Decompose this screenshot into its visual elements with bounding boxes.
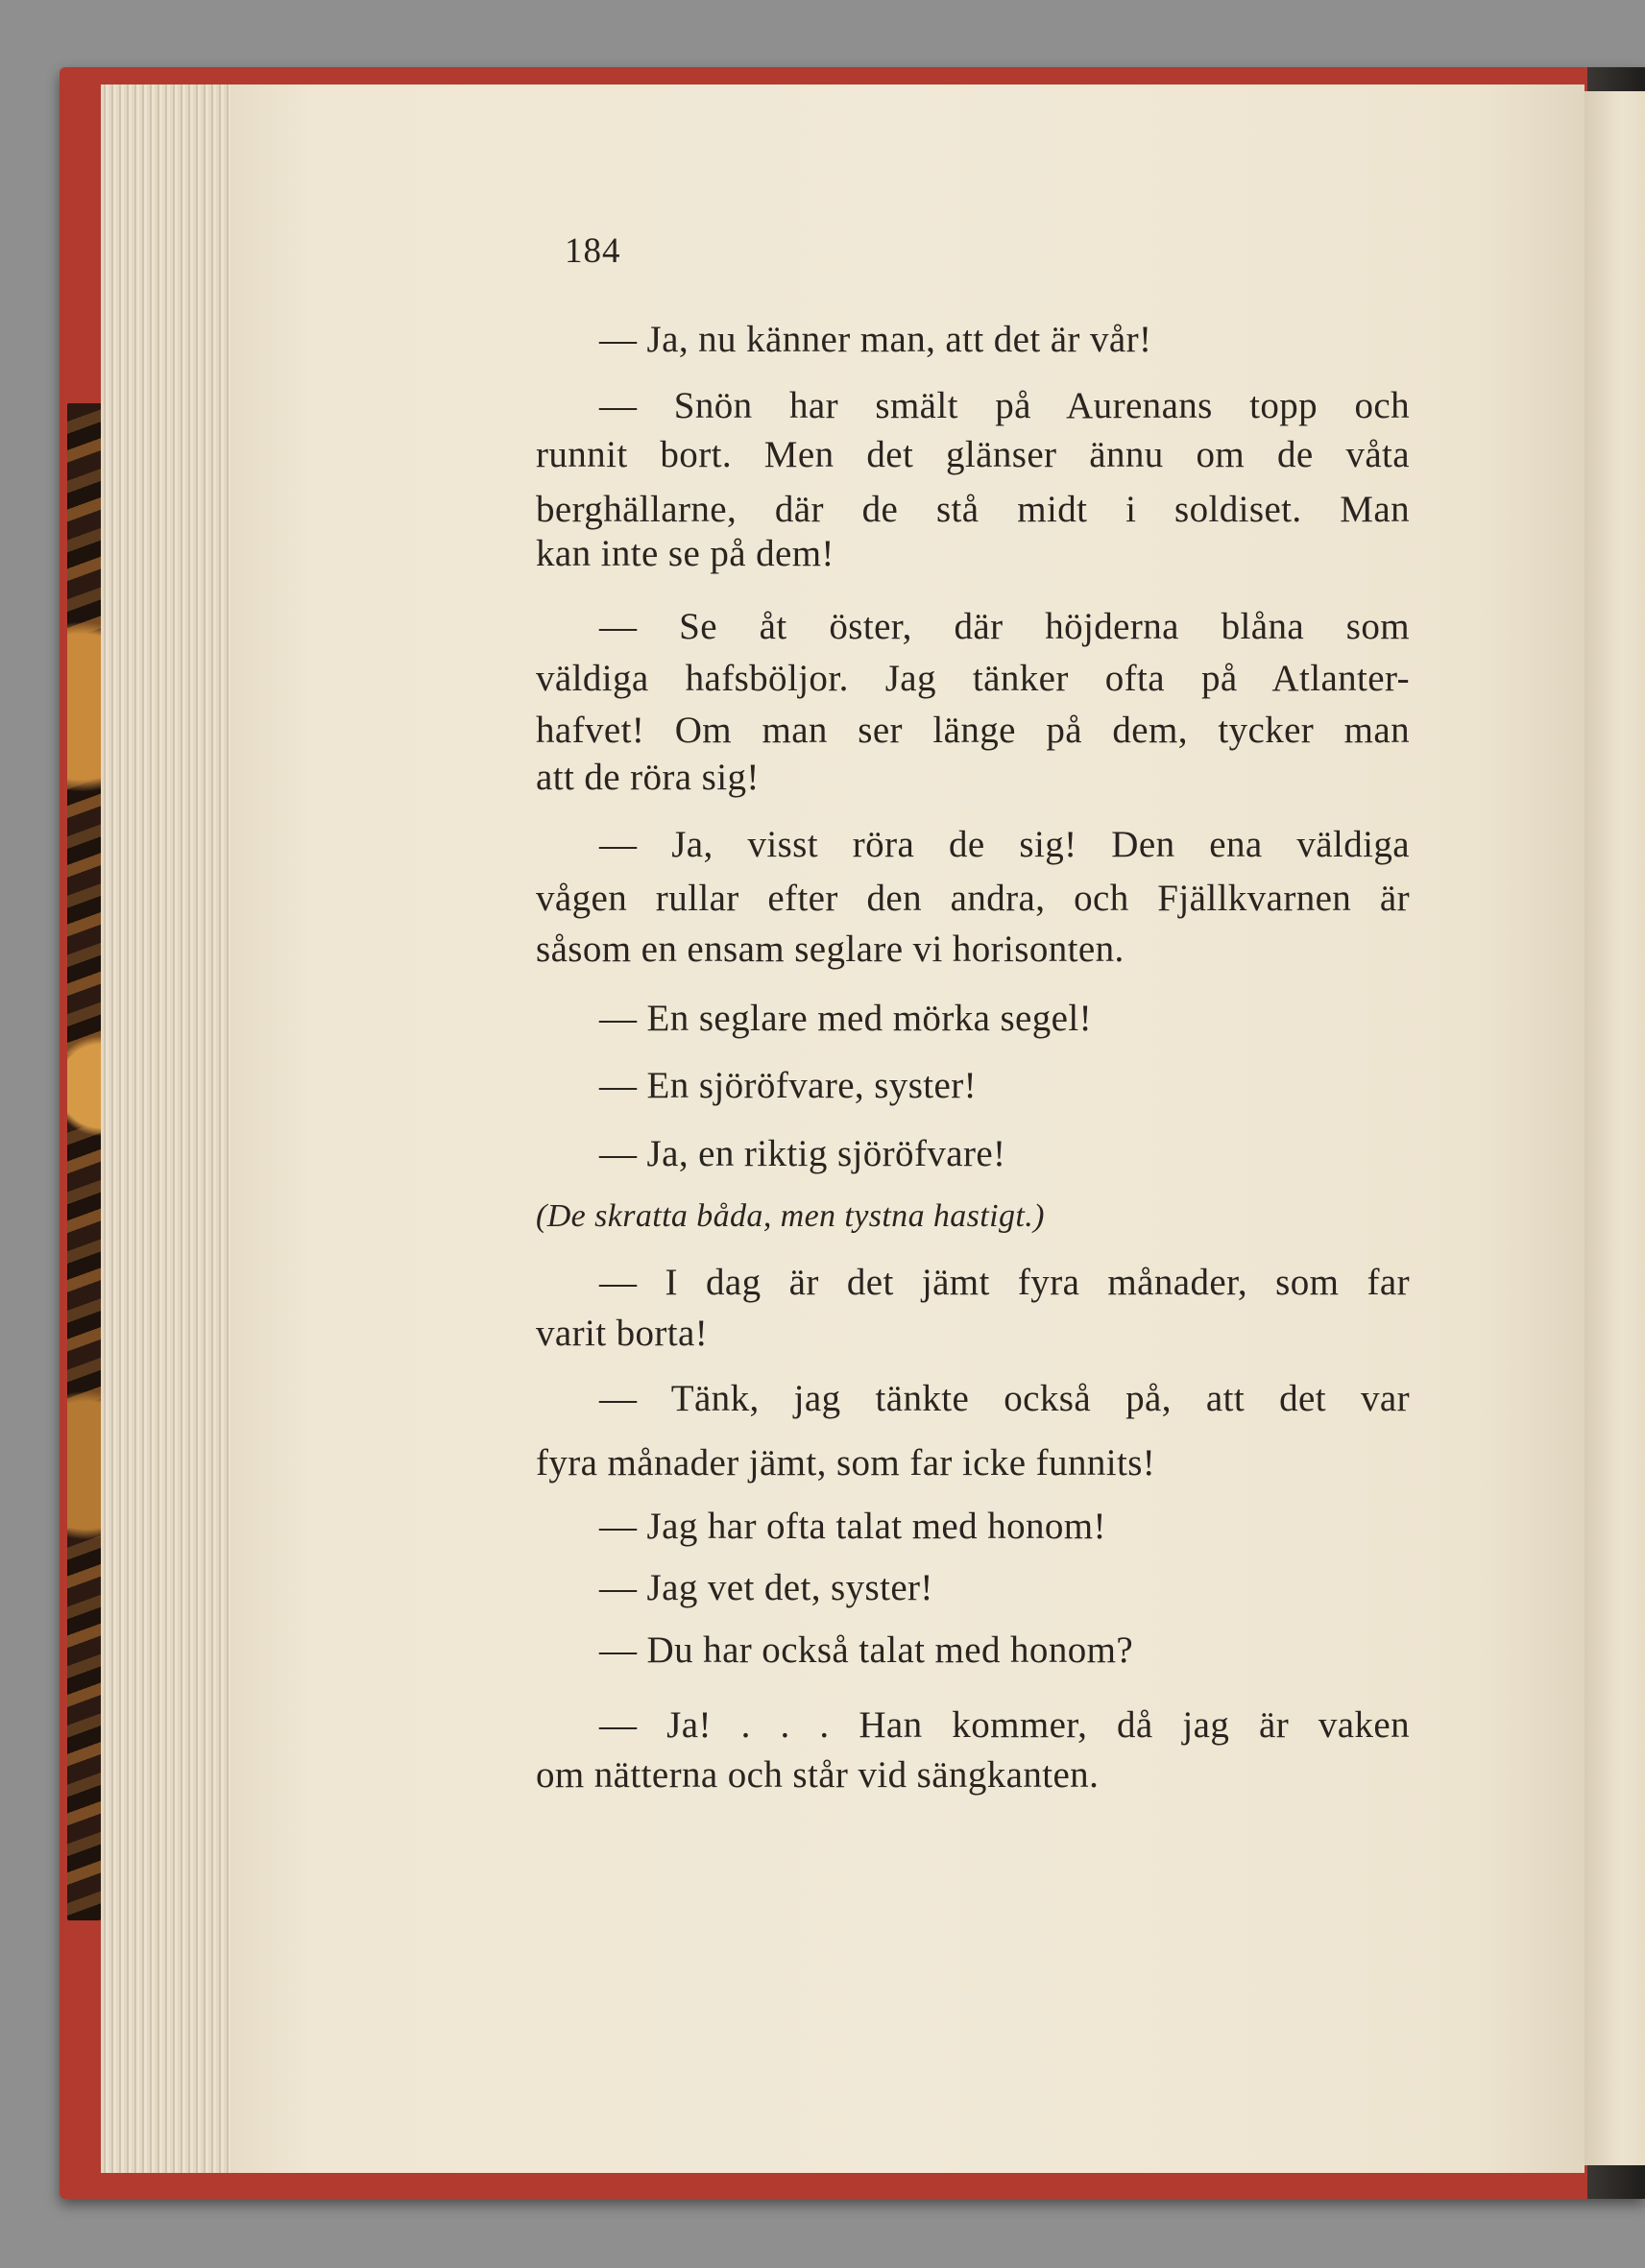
- text-line: berghällarne, där de stå midt i soldiset. Man: [536, 489, 1410, 530]
- text-line: kan inte se på dem!: [536, 533, 835, 574]
- text-line: — Ja, visst röra de sig! Den ena väldiga: [599, 824, 1410, 865]
- text-line: — Du har också talat med honom?: [599, 1629, 1134, 1671]
- text-line: — I dag är det jämt fyra månader, som far: [599, 1262, 1410, 1303]
- text-line: — Se åt öster, där höjderna blåna som: [599, 606, 1410, 647]
- page-number: 184: [565, 231, 621, 271]
- text-line: — Jag har ofta talat med honom!: [599, 1506, 1106, 1547]
- text-line: — Ja! . . . Han kommer, då jag är vaken: [599, 1704, 1410, 1746]
- text-line: — Tänk, jag tänkte också på, att det var: [599, 1378, 1410, 1419]
- text-line: om nätterna och står vid sängkanten.: [536, 1754, 1100, 1796]
- stage-direction: (De skratta båda, men tystna hastigt.): [536, 1198, 1045, 1234]
- text-line: runnit bort. Men det glänser ännu om de våta: [536, 434, 1410, 475]
- text-line: vågen rullar efter den andra, och Fjällkvarnen är: [536, 878, 1410, 919]
- text-line: att de röra sig!: [536, 757, 760, 798]
- text-line: varit borta!: [536, 1313, 709, 1354]
- text-line: — Snön har smält på Aurenans topp och: [599, 385, 1410, 426]
- text-line: såsom en ensam seglare vi horisonten.: [536, 929, 1125, 970]
- text-line: — Ja, en riktig sjöröfvare!: [599, 1133, 1006, 1174]
- text-line: — Ja, nu känner man, att det är vår!: [599, 319, 1152, 360]
- text-line: — Jag vet det, syster!: [599, 1567, 933, 1608]
- text-line: — En sjöröfvare, syster!: [599, 1065, 977, 1106]
- text-line: — En seglare med mörka segel!: [599, 998, 1093, 1039]
- text-line: fyra månader jämt, som far icke funnits!: [536, 1442, 1156, 1484]
- text-line: väldiga hafsböljor. Jag tänker ofta på Atlanter-: [536, 658, 1410, 699]
- facing-page-edge: [1585, 91, 1645, 2165]
- text-line: hafvet! Om man ser länge på dem, tycker man: [536, 710, 1410, 751]
